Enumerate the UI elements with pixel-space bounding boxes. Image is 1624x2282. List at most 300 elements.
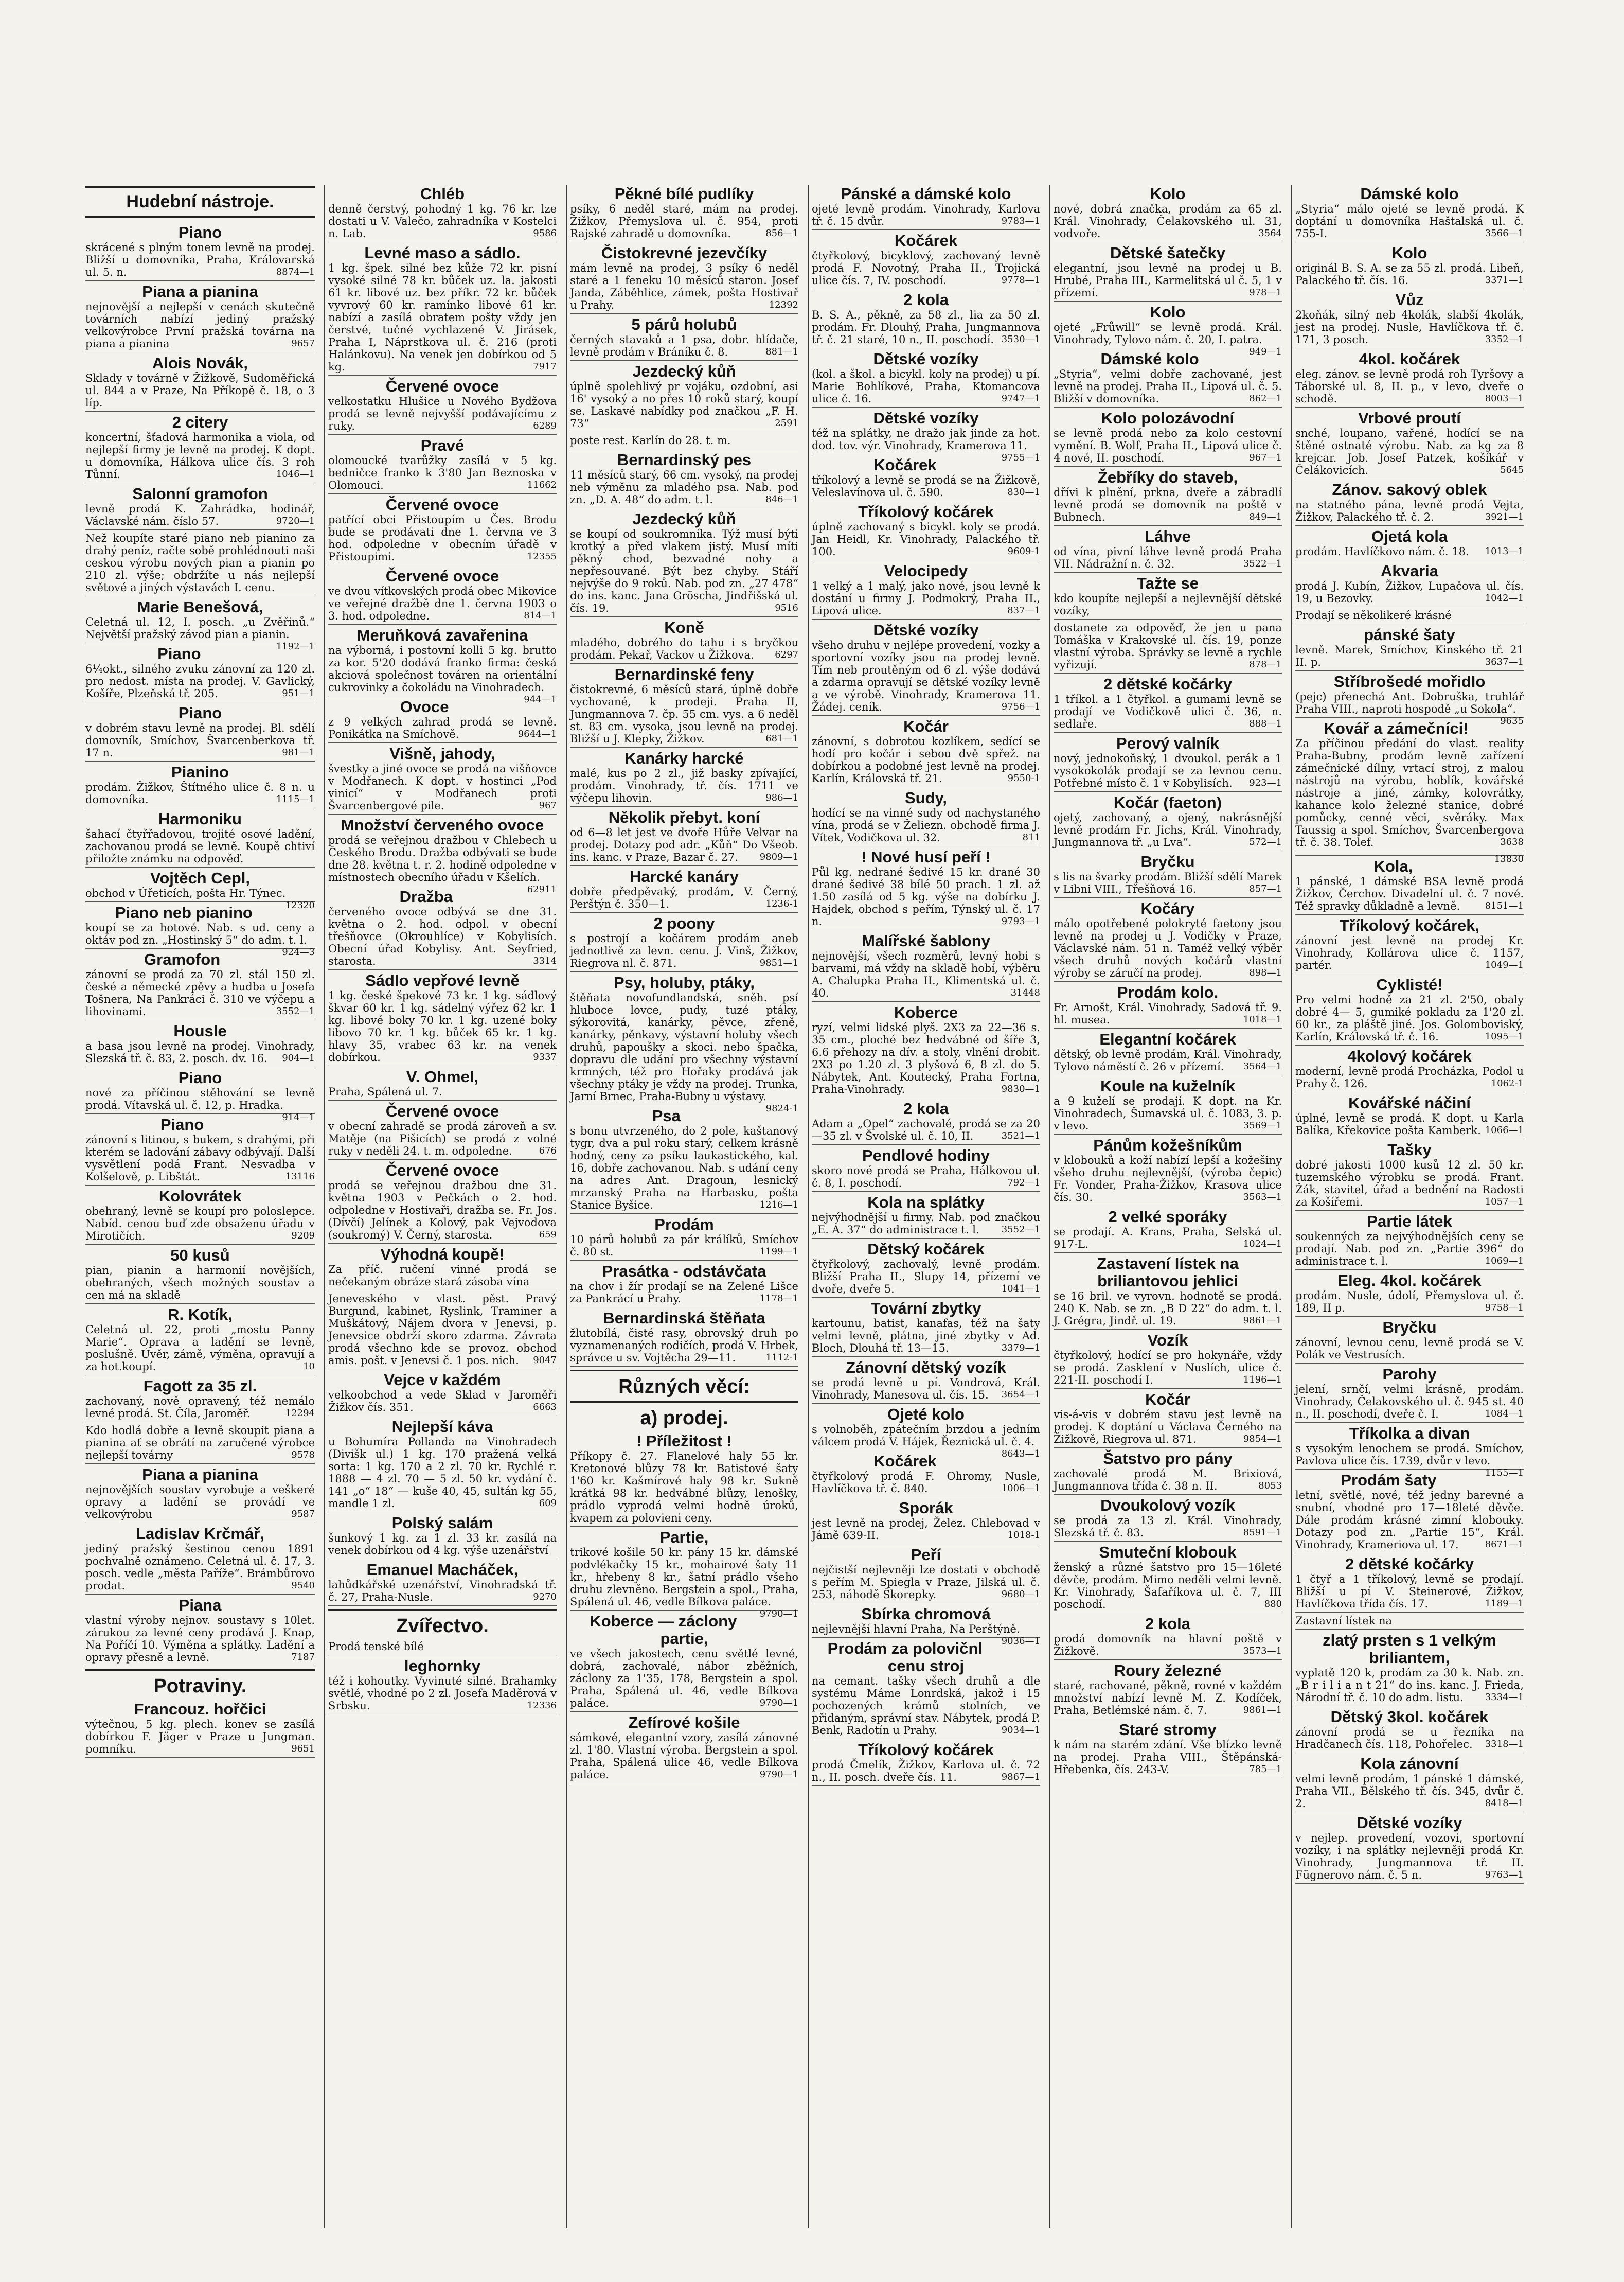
ad-headline: Žebříky do staveb, <box>1097 468 1238 486</box>
section-title: Různých věcí: <box>570 1370 798 1398</box>
ad-body <box>85 828 315 865</box>
classified-ad <box>328 888 557 970</box>
ad-text: (pejc) přenechá Ant. Dobruška, truhlář Praha VIII., naproti hospodě „u Sokola“. <box>1295 691 1524 715</box>
classified-ad <box>812 1241 1040 1298</box>
classified-ad <box>328 1162 557 1244</box>
ad-code: 11662 <box>527 480 557 490</box>
classified-ad <box>328 568 557 625</box>
ad-code: 1018-1 <box>1007 1530 1040 1541</box>
ad-headline: Psy, holuby, ptáky, <box>614 974 755 992</box>
ad-headline: Bryčku <box>1140 853 1195 871</box>
classified-ad <box>1295 673 1524 727</box>
ad-headline: Salonní gramofon <box>132 485 268 503</box>
classified-ad <box>812 1100 1040 1145</box>
ad-code: 62911 <box>527 884 557 895</box>
ad-code: 9783—1 <box>1001 216 1040 226</box>
ad-headline: Prodám šaty <box>1341 1471 1437 1489</box>
ad-body <box>85 663 315 700</box>
classified-ad <box>1295 1708 1524 1753</box>
ad-body <box>1054 1633 1282 1657</box>
ad-code: 9720—1 <box>276 516 315 526</box>
ad-text: staré, rachované, pěkně, rovné v každém množství nabízí levně M. Z. Kodíček, Praha, Betlémské nám. č. 7. <box>1054 1679 1282 1717</box>
ad-code: 1006—1 <box>1001 1483 1040 1494</box>
ad-headline: Kočár (faeton) <box>1113 793 1222 811</box>
ad-code: 9337 <box>533 1052 557 1063</box>
ad-headline: Piano <box>178 704 222 722</box>
ad-code: 846—1 <box>765 494 798 505</box>
ad-text: (kol. a škol. a bicykl. koly na prodej) u pí. Marie Bohlíkové, Praha, Ktomancova ulice č. 16. <box>812 368 1040 405</box>
ad-text: malé, kus po 2 zl., již basky zpívající, prodám. Vinohrady, tř. čís. 1711 ve výčepu lihovin. <box>570 767 798 804</box>
ad-headline: Harmoniku <box>158 810 242 828</box>
ad-text: nejnovější a nejlepší v cenách skutečně továrních nabízí jediný pražský velkovýrobce První pražská továrna na piana a pianina <box>85 300 315 350</box>
ad-code: 837—1 <box>1007 605 1040 616</box>
ad-text: B. S. A., pěkně, za 58 zl., lia za 50 zl. prodám. Fr. Dlouhý, Praha, Jungmannova tř. č. 21 staré, 10 n., II. poschodí. <box>812 309 1040 346</box>
ad-text: všeho druhu v nejlépe provedení, vozky a sportovní vozíky jsou na prodej levně. Tím neb proutěným od 6 zl. výše dodává a zdarma opravují se dětské vozíky levně a ve výrobě. Vinohrady, Kramerova 11. Žádej. ceník. <box>812 639 1040 713</box>
ad-code: 1013—1 <box>1485 546 1524 557</box>
ad-code: 1115—1 <box>276 794 315 805</box>
classified-ad <box>570 1216 798 1261</box>
ad-body <box>1295 580 1524 605</box>
ad-body <box>1295 309 1524 346</box>
ad-code: 1196—1 <box>1243 1374 1282 1385</box>
ad-headline: 2 velké sporáky <box>1108 1208 1227 1226</box>
ad-headline: Peří <box>911 1546 941 1564</box>
ad-headline: 2 citery <box>172 413 228 431</box>
ad-code: 3573—1 <box>1243 1646 1282 1656</box>
ad-code: 8418—1 <box>1485 1798 1524 1809</box>
ad-body <box>570 826 798 863</box>
classified-ad <box>328 437 557 494</box>
ad-headline: Dámské kolo <box>1100 350 1199 368</box>
ad-code: 949—1 <box>1249 346 1282 357</box>
ad-body <box>85 968 315 1018</box>
classified-ad <box>328 626 557 705</box>
ad-body <box>812 474 1040 499</box>
ad-code: 3569—1 <box>1243 1120 1282 1131</box>
ad-headline: Kočár <box>903 717 949 735</box>
ad-body <box>1295 1726 1524 1750</box>
ad-headline: Roury železné <box>1114 1661 1222 1679</box>
ad-code: 967—1 <box>1249 452 1282 463</box>
classified-ad <box>812 1300 1040 1357</box>
ad-body <box>1295 203 1524 240</box>
classified-ad <box>812 185 1040 230</box>
ad-text: s bonu utvrzeného, do 2 pole, kaštanový tygr, dva a pul roku starý, celkem krásně hodný, ceny za psíku laukastického, kal. 16, dobře zachovanou. Nab. s udání ceny na adres Ant. Dragoun, lesnický mrzanský Praha na Harbasku, pošta Stanice Byšice. <box>570 1125 798 1211</box>
ad-headline: Koule na kuželník <box>1100 1077 1235 1095</box>
ad-body <box>1295 1573 1524 1610</box>
ad-code: 924—3 <box>282 947 315 958</box>
classified-ad <box>1054 1450 1282 1495</box>
classified-ad <box>1295 1213 1524 1270</box>
ad-text: Adam a „Opel“ zachovalé, prodá se za 20—35 zl. v Švolské ul. č. 10, II. <box>812 1118 1040 1142</box>
classified-ad <box>1295 1632 1524 1706</box>
ad-headline: Sporák <box>899 1499 953 1517</box>
ad-body <box>570 767 798 804</box>
ad-body <box>85 922 315 958</box>
ad-headline: Harcké kanáry <box>630 868 739 886</box>
classified-ad <box>1295 1319 1524 1364</box>
classified-ad <box>1295 185 1524 242</box>
ad-headline: pánské šaty <box>1364 626 1455 644</box>
ad-code: 9778—1 <box>1001 275 1040 286</box>
ad-code: 9609-1 <box>1007 546 1040 557</box>
ad-headline: Vojtěch Cepl, <box>150 869 251 887</box>
ad-code: 9790—1 <box>759 1608 798 1619</box>
classified-ad <box>570 1310 798 1367</box>
classified-ad <box>1295 481 1524 526</box>
ad-body <box>812 1423 1040 1459</box>
ad-headline: Kola zánovní <box>1360 1755 1459 1773</box>
ad-body <box>1054 1048 1282 1073</box>
ad-text: olomoucké tvarůžky zasílá v 5 kg. bedničce franko k 3'80 Jan Beznoska v Olomouci. <box>328 454 557 491</box>
classified-ad <box>85 1525 315 1595</box>
ad-headline: Kolo <box>1391 244 1427 262</box>
ad-code: 7187 <box>291 1652 315 1662</box>
classified-ad <box>328 1103 557 1160</box>
ad-headline: Vůz <box>1395 291 1424 309</box>
ad-headline: Láhve <box>1145 527 1191 545</box>
classified-ad <box>570 1714 798 1783</box>
classified-ad <box>85 414 315 483</box>
ad-text: dětský, ob levně prodám, Král. Vinohrady, Tylovo náměstí č. 26 v přízemí. <box>1054 1048 1282 1073</box>
classified-ad <box>1054 1391 1282 1448</box>
ad-headline: Kolovrátek <box>158 1187 242 1205</box>
ad-code: 1084—1 <box>1485 1408 1524 1419</box>
ad-headline: Zánov. sakový oblek <box>1332 481 1487 499</box>
ad-code: 6289 <box>533 420 557 431</box>
ad-text: nové za příčinou stěhování se levně prodá. Vítavská ul. č. 12, p. Hradka. <box>85 1087 315 1111</box>
ad-body <box>328 585 557 622</box>
ad-headline: Francouz. hořčici <box>134 1700 266 1718</box>
ad-code: 13830 <box>1494 854 1524 864</box>
ad-body <box>85 1614 315 1664</box>
ad-headline: Vozík <box>1147 1331 1188 1349</box>
ad-body <box>570 1233 798 1258</box>
ad-body <box>328 644 557 705</box>
ad-body <box>1054 427 1282 464</box>
ad-text: poste rest. Karlín do 28. t. m. <box>570 434 731 447</box>
ad-body <box>85 1264 315 1301</box>
ad-code: 659 <box>539 1229 557 1240</box>
ad-text: vlastní výroby nejnov. soustavy s 10let. zárukou za levné ceny prodává J. Knap, Na Poříčí 10. Výměna a splátky. Ladění a opravy přesně a levně. <box>85 1614 315 1664</box>
classified-ad <box>1295 720 1524 851</box>
ad-body <box>328 716 557 740</box>
ad-text: prodá Čmelík, Žižkov, Karlova ul. č. 72 n., II. posch. dveře čís. 11. <box>812 1759 1040 1783</box>
ad-body <box>1054 486 1282 523</box>
ad-text: s lis na švarky prodám. Bližší sdělí Marek v Libni VIII., Třešňová 16. <box>1054 871 1282 895</box>
ad-headline: Koně <box>664 618 704 636</box>
ad-headline: Partie látek <box>1367 1212 1452 1230</box>
ad-headline: Tříkolka a divan <box>1349 1424 1470 1442</box>
ad-headline: 4kolový kočárek <box>1347 1047 1472 1065</box>
classified-ad <box>812 232 1040 289</box>
ad-text: od 6—8 let jest ve dvoře Hůře Velvar na prodej. Dotazy pod adr. „Kůň“ Do Všeob. ins. kanc. v Praze, Bazar č. 27. <box>570 826 798 863</box>
ad-code: 1216—1 <box>759 1199 798 1210</box>
ad-headline: Šatstvo pro pány <box>1103 1449 1233 1467</box>
ad-text: skrácené s plným tonem levně na prodej. Bližší u domovníka, Praha, Královarská ul. 5. n. <box>85 241 315 278</box>
ad-headline: Stříbrošedé mořidlo <box>1333 673 1486 691</box>
ad-body <box>812 1118 1040 1142</box>
ad-body <box>1054 1467 1282 1492</box>
classified-ad <box>812 1546 1040 1603</box>
ad-headline: Kovář a zámečníci! <box>1324 719 1469 737</box>
classified-ad <box>812 789 1040 846</box>
ad-text: 1 čtyř a 1 tříkolový, levně se prodají. Bližší u pí V. Steinerové, Žižkov, Havlíčkova třída čís. 17. <box>1295 1573 1524 1610</box>
ad-code: 3637—1 <box>1485 657 1524 667</box>
ad-code: 1049—1 <box>1485 960 1524 970</box>
ad-text: a 9 kuželí se prodají. K dopt. na Kr. Vinohradech, Šumavská ul. č. 1083, 3. p. v levo. <box>1054 1095 1282 1132</box>
ad-text: 1 kg. české špekové 73 kr. 1 kg. sádlový škvar 60 kr. 1 kg. sádelný výřez 62 kr. 1 kg. libové boky 70 kr. 1 kg. uzené boky libovo 70 kr. 1 kg. bůček 65 kr. 1 kg. hlavy 35, vrabec 63 kr. na venek dobírkou. <box>328 989 557 1064</box>
ad-body <box>1295 1289 1524 1314</box>
ad-code: 9867—1 <box>1001 1772 1040 1782</box>
ad-text: ojeté „Frůwill“ se levně prodá. Král. Vinohrady, Tylovo nám. č. 20, I. patra. <box>1054 321 1282 346</box>
ad-body <box>812 203 1040 227</box>
ad-code: 9790—1 <box>759 1697 798 1708</box>
ad-body <box>85 1483 315 1520</box>
classified-ad <box>570 244 798 314</box>
ad-text: na chov i žír prodají se na Zelené Lišce za Pankrácí u Prahy. <box>570 1280 798 1305</box>
classified-ad <box>328 496 557 565</box>
ad-text: zánovní prodá se u řezníka na Hradčanech čís. 118, Pohořelec. <box>1295 1726 1524 1750</box>
ad-headline: Dámské kolo <box>1360 185 1459 203</box>
ad-code: 8151—1 <box>1485 900 1524 911</box>
ad-text: velkoobchod a vede Sklad v Jaroměři Žižkov čís. 351. <box>328 1389 557 1413</box>
ad-headline: Červené ovoce <box>385 377 499 395</box>
ad-text: nejvýhodnější u firmy. Nab. pod značkou „E. A. 37“ do administrace t. l. <box>812 1211 1040 1236</box>
ad-text: z 9 velkých zahrad prodá se levně. Ponikátka na Smíchově. <box>328 716 557 740</box>
ad-code: 9680—1 <box>1001 1589 1040 1600</box>
ad-body <box>85 1718 315 1755</box>
ad-code: 1155—1 <box>1485 1467 1524 1478</box>
classified-ad <box>570 434 798 449</box>
ad-code: 8643—1 <box>1001 1448 1040 1459</box>
classified-ad <box>85 1377 315 1422</box>
ad-body <box>1054 1408 1282 1445</box>
ad-headline: Piana <box>179 1596 222 1614</box>
ad-body <box>1054 811 1282 848</box>
classified-ad <box>85 485 315 530</box>
ad-headline: Prodám <box>654 1215 714 1233</box>
classified-ad <box>570 1432 798 1527</box>
classified-ad <box>85 224 315 281</box>
ad-code: 9824-1 <box>765 1103 798 1114</box>
ad-body <box>1054 368 1282 405</box>
ad-code: 1069—1 <box>1485 1255 1524 1266</box>
ad-body <box>328 1389 557 1413</box>
ad-text: 1 velký a 1 malý, jako nové, jsou levně k dostání u firmy J. Podmokrý, Praha II., Lipová ulice. <box>812 580 1040 617</box>
ad-body <box>1295 609 1524 622</box>
ad-headline: Červené ovoce <box>385 567 499 585</box>
classified-ad <box>1295 1814 1524 1884</box>
ad-text: 10 párů holubů za pár králíků, Smíchov č. 80 st. <box>570 1233 798 1258</box>
ad-text: nejnovější, všech rozměrů, levný hobi s barvami, má vždy na skladě hobí, výběru A. Chalupka Praha II., Klimentská ul. č. 40. <box>812 950 1040 999</box>
newspaper-page <box>82 185 1543 2228</box>
ad-code: 7917 <box>533 361 557 372</box>
ad-text: zachovaný, nově opravený, též nemálo levné prodá. St. Číla, Jaroměř. <box>85 1395 315 1420</box>
classified-ad <box>570 1263 798 1307</box>
ad-body <box>812 1164 1040 1189</box>
ad-headline: V. Ohmel, <box>406 1068 479 1086</box>
ad-body <box>85 503 315 527</box>
ad-code: 3314 <box>533 956 557 966</box>
ad-code: 881—1 <box>765 346 798 357</box>
classified-ad <box>328 1371 557 1416</box>
classified-column-1 <box>82 185 318 2228</box>
ad-code: 572—1 <box>1249 837 1282 847</box>
classified-ad <box>328 816 557 895</box>
ad-headline: Prodám kolo. <box>1117 983 1219 1001</box>
ad-code: 9034—1 <box>1001 1725 1040 1736</box>
classified-ad <box>1295 1555 1524 1613</box>
ad-body <box>328 203 557 240</box>
ad-body <box>85 1323 315 1373</box>
ad-headline: Tažte se <box>1136 574 1199 592</box>
classified-ad <box>85 598 315 652</box>
ad-text: výtečnou, 5 kg. plech. konev se zasílá dobírkou F. Jäger v Praze u Jungman. pomníku. <box>85 1718 315 1755</box>
ad-headline: Dětské vozíky <box>873 409 979 427</box>
classified-ad <box>1295 1472 1524 1553</box>
ad-headline: Kočárek <box>873 456 937 474</box>
classified-ad <box>1295 244 1524 289</box>
ad-body <box>1054 1739 1282 1776</box>
ad-headline: Prasátka - odstávčata <box>602 1262 766 1280</box>
ad-headline: Červené ovoce <box>385 496 499 514</box>
ad-text: čtyřkolový prodá F. Ohromy, Nusle, Havlíčkova tř. č. 840. <box>812 1470 1040 1495</box>
ad-headline: R. Kotík, <box>168 1305 233 1323</box>
ad-code: 3552—1 <box>276 1006 315 1017</box>
ad-text: nejlevnější hlavní Praha, Na Perštýně. <box>812 1623 1020 1635</box>
ad-text: úplně zachovaný s bicykl. koly se prodá. Jan Heidl, Kr. Vinohrady, Palackého tř. 100. <box>812 521 1040 558</box>
ad-headline: Piano <box>178 1069 222 1087</box>
classified-ad <box>1054 1077 1282 1135</box>
classified-ad <box>570 1613 798 1712</box>
ad-code: 9763—1 <box>1485 1869 1524 1880</box>
ad-body <box>1054 1349 1282 1386</box>
ad-text: v obecní zahradě se prodá zároveň a sv. Matěje (na Pišicích) se prodá z volné ruky v neděli 24. t. m. odpoledne. <box>328 1120 557 1157</box>
ad-text: mám levně na prodej, 3 psíky 6 neděl staré a 1 feneku 10 měsíců staron. Josef Janda, Záběhlice, zámek, pošta Hostivař u Prahy. <box>570 262 798 311</box>
classified-ad <box>570 619 798 664</box>
ad-body <box>1295 934 1524 971</box>
ad-text: černých stavaků a 1 psa, dobr. hlídače, levně prodám v Bráníku č. 8. <box>570 333 798 358</box>
ad-text: se prodají. A. Krans, Praha, Selská ul. 917-L. <box>1054 1226 1282 1250</box>
classified-ad <box>1054 853 1282 898</box>
ad-headline: Tašky <box>1387 1141 1432 1159</box>
section-title: a) prodej. <box>570 1401 798 1429</box>
ad-code: 1062-1 <box>1491 1078 1524 1089</box>
ad-body <box>85 1424 315 1461</box>
ad-headline: Pěkné bílé pudlíky <box>614 185 754 203</box>
ad-text: málo opotřebené polokryté faetony jsou levně na prodej u J. Vodičky v Praze, Václavské nám. 51 n. Taméž velký výběr všech druhů nových kočárů vlastní výroby se záručí na prodej. <box>1054 917 1282 979</box>
ad-code: 3563—1 <box>1243 1192 1282 1202</box>
ad-headline: Dětské vozíky <box>1357 1814 1462 1832</box>
ad-headline: Zefírové košile <box>628 1713 740 1731</box>
ad-body <box>1054 871 1282 895</box>
ad-text: obehraný, levně se koupí pro poloslepce. Nabíd. cenou buď zde obsaženu úřadu v Mirotičích. <box>85 1205 315 1242</box>
classified-ad <box>85 1597 315 1666</box>
classified-ad <box>1295 609 1524 624</box>
classified-ad <box>85 645 315 702</box>
ad-text: na statného pána, levně prodá Vejta, Žižkov, Palackého tř. č. 2. <box>1295 499 1524 523</box>
ad-code: 9830—1 <box>1001 1084 1040 1094</box>
classified-ad <box>812 718 1040 787</box>
classified-ad <box>85 951 315 1020</box>
classified-column-4 <box>808 185 1043 2228</box>
ad-text: Za příč. ručení vinné prodá se nečekaným obráze stará zásoba vína <box>328 1263 557 1288</box>
ad-text: ve všech jakostech, cenu světlé levné, dobrá, zachovalé, nábor zběžních, záclony za 1'35, 178, Bergstein a spol. Praha, Spálená ul. 46, vedle Bílkova paláce. <box>570 1648 798 1709</box>
ad-code: 792—1 <box>1007 1177 1040 1188</box>
classified-ad <box>1295 1615 1524 1630</box>
classified-ad <box>328 1418 557 1512</box>
classified-ad <box>1295 853 1524 864</box>
ad-code: 8591—1 <box>1243 1527 1282 1538</box>
ad-body <box>1054 917 1282 979</box>
ad-text: koupí se za hotové. Nab. s ud. ceny a oktáv pod zn. „Hostinský 5“ do adm. t. l. <box>85 922 315 946</box>
ad-code: 681—1 <box>765 733 798 744</box>
ad-code: 10 <box>303 1361 315 1372</box>
ad-headline: Kola, <box>1373 857 1413 875</box>
ad-body <box>570 333 798 358</box>
ad-text: prodá se veřejnou dražbou dne 31. května 1903 v Pečkách o 2. hod. odpoledne v Hostivaři, dražba se. Fr. Jos. (Dívčí) Jelínek a Kolový, pak Vejvodova (soukromý) V. Černý, starosta. <box>328 1179 557 1241</box>
classified-ad <box>85 904 315 958</box>
ad-body <box>570 992 798 1114</box>
classified-ad <box>328 1068 557 1101</box>
ad-body <box>85 1134 315 1183</box>
ad-headline: ! Příležitost ! <box>636 1432 732 1450</box>
ad-code: 1018—1 <box>1243 1014 1282 1025</box>
ad-text: eleg. zánov. se levně prodá roh Tyršovy a Táborské ul. 8, II. p., v levo, dveře o schodě. <box>1295 368 1524 405</box>
ad-code: 3654—1 <box>1001 1389 1040 1400</box>
classified-ad <box>1054 575 1282 620</box>
ad-headline: Zastavení lístek na briliantovou jehlici <box>1097 1254 1239 1290</box>
ad-code: 1041—1 <box>1001 1283 1040 1294</box>
ad-text: zánovní se prodá za 70 zl. stál 150 zl. české a německé zpěvy a hudba u Josefa Tošnera, Na Pankráci č. 310 ve výčepu a lihovinami. <box>85 968 315 1018</box>
ad-headline: Tovární zbytky <box>870 1299 981 1317</box>
ad-headline: Smuteční klobouk <box>1099 1543 1237 1561</box>
ad-body <box>570 636 798 661</box>
ad-code: 9540 <box>291 1580 315 1591</box>
ad-text: čtyřkolový, zachovalý, levně prodám. Bližší Praha II., Slupy 14, přízemí ve dvoře, dveře 5. <box>812 1258 1040 1295</box>
ad-body <box>570 469 798 506</box>
ad-code: 676 <box>539 1145 557 1156</box>
ad-text: se koupí od soukromníka. Týž musí býti krotký a před vlakem jistý. Musí míti pěkný chod, bezvadné nohy a nepřesouvané. Být bez chyby. Stáří nejvýše do 9 roků. Nab. pod zn. „27 478“ do ins. kanc. Jana Gröscha, Jindřišská ul. čís. 19. <box>570 528 798 614</box>
ad-headline: 5 párů holubů <box>631 315 737 333</box>
ad-code: 1189—1 <box>1485 1598 1524 1609</box>
ad-text: prodá domovník na hlavní poště v Žižkově. <box>1054 1633 1282 1657</box>
classified-ad <box>1295 917 1524 974</box>
classified-ad <box>1054 900 1282 982</box>
ad-body <box>328 454 557 491</box>
ad-text: a basa jsou levně na prodej. Vinohrady, Slezská tř. č. 83, 2. posch. dv. 16. <box>85 1040 315 1065</box>
ad-body <box>812 580 1040 617</box>
ad-body <box>328 1579 557 1603</box>
classified-ad <box>85 1466 315 1523</box>
ad-headline: Fagott za 35 zl. <box>143 1377 257 1395</box>
ad-body <box>1295 875 1524 912</box>
ad-body <box>85 532 315 594</box>
ad-text: Sklady v továrně v Žižkově, Sudoměřická ul. 844 a v Praze, Na Příkopě č. 18, o 3 líp. <box>85 372 315 409</box>
ad-body <box>85 431 315 481</box>
ad-code: 814—1 <box>524 610 557 621</box>
classified-ad <box>1295 1272 1524 1317</box>
ad-body <box>812 950 1040 999</box>
ad-headline: Pánské a dámské kolo <box>841 185 1011 203</box>
ad-code: 944—1 <box>524 694 557 705</box>
ad-code: 9036—1 <box>1001 1636 1040 1647</box>
ad-text: Praha, Spálená ul. 7. <box>328 1086 442 1098</box>
classified-ad <box>1295 1424 1524 1478</box>
ad-body <box>1054 262 1282 299</box>
ad-code: 9851—1 <box>759 958 798 968</box>
